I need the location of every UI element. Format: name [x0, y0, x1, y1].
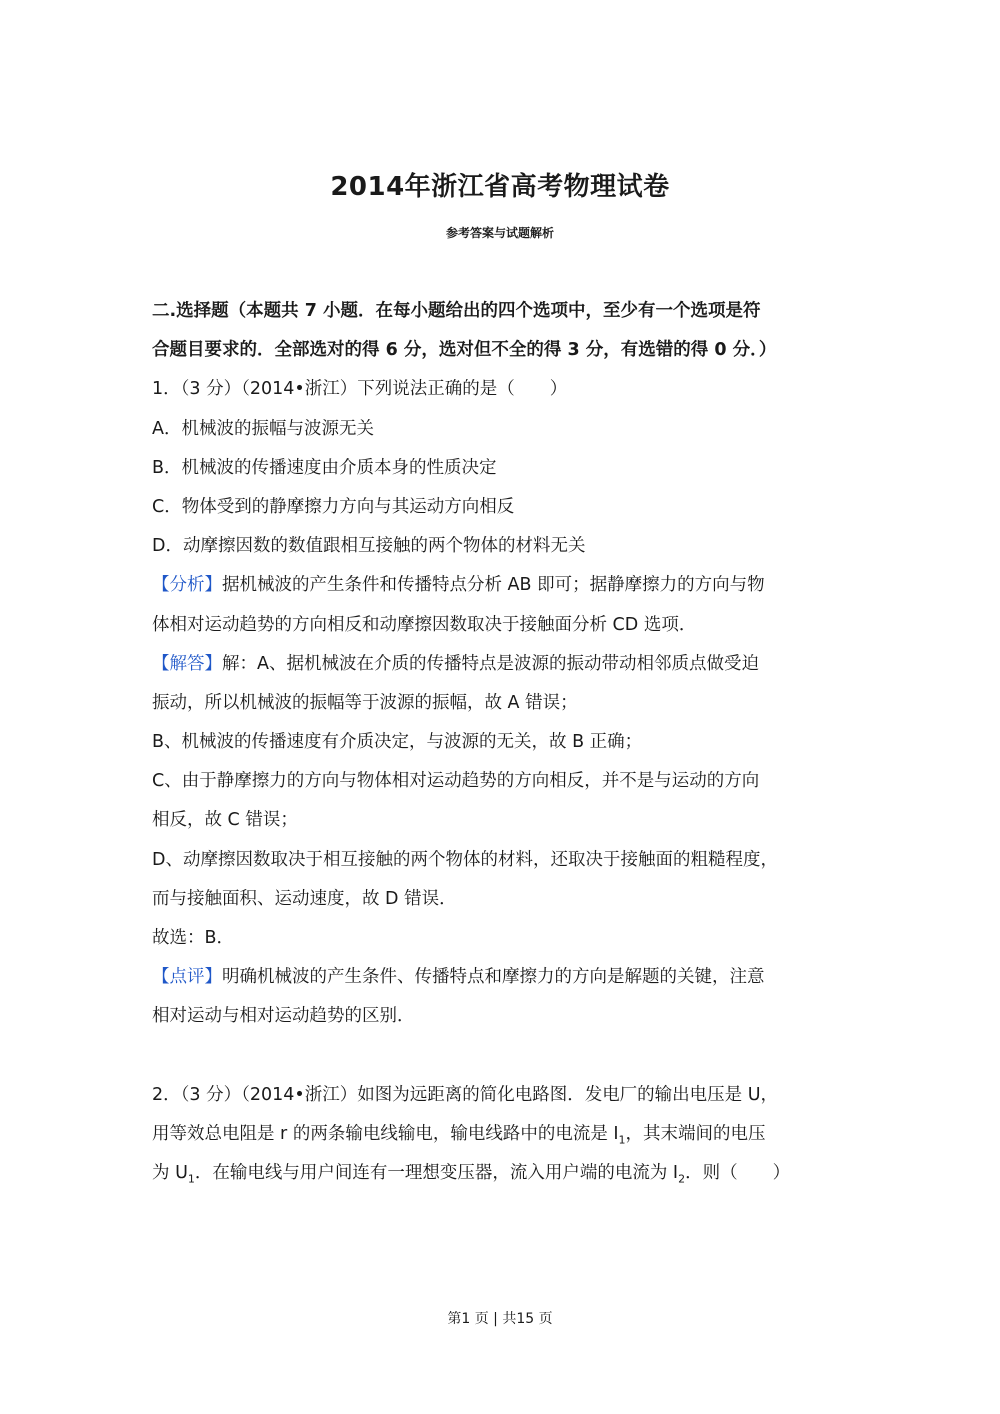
choice-line: 故选：B．	[152, 928, 235, 948]
answer-text-1: 解：A、据机械波在介质的传播特点是波源的振动带动相邻质点做受迫	[222, 653, 759, 674]
q2-line3-subscript-2: 2	[678, 1172, 686, 1186]
question-1-option-b: B．机械波的传播速度由介质本身的性质决定	[152, 457, 497, 478]
answer-line-1	[152, 645, 852, 684]
analysis-tag: 【分析】	[152, 575, 222, 596]
q2-line3-subscript-1: 1	[187, 1172, 195, 1186]
document-body	[152, 292, 852, 1193]
analysis-text-1: 据机械波的产生条件和传播特点分析 AB 即可；据静摩擦力的方向与物	[222, 575, 765, 596]
question-1-option-a: A．机械波的振幅与波源无关	[152, 418, 374, 439]
page-footer: 第1 页 | 共15 页	[447, 1311, 553, 1327]
blank-spacer	[152, 1037, 852, 1076]
question-1-option-c: C．物体受到的静摩擦力方向与其运动方向相反	[152, 496, 515, 517]
question-2-line-3	[152, 1154, 852, 1193]
answer-line-5: 相反，故 C 错误；	[152, 810, 298, 831]
page-subtitle: 参考答案与试题解析	[445, 226, 554, 240]
page-title: 2014年浙江省高考物理试卷	[330, 172, 670, 202]
section-heading-line-2: 合题目要求的．全部选对的得 6 分，选对但不全的得 3 分，有选错的得 0 分．）	[152, 340, 777, 361]
q2-line2-text-b: ，其末端间的电压	[625, 1123, 766, 1144]
comment-line-2: 相对运动与相对运动趋势的区别．	[152, 1006, 415, 1027]
question-1-stem: 1．（3 分）（2014•浙江）下列说法正确的是（ ）	[152, 379, 568, 400]
answer-line-7: 而与接触面积、运动速度，故 D 错误．	[152, 888, 457, 909]
q2-line3-text-a: 为 U	[152, 1163, 188, 1184]
analysis-line-2: 体相对运动趋势的方向相反和动摩擦因数取决于接触面分析 CD 选项．	[152, 614, 697, 635]
answer-line-2: 振动，所以机械波的振幅等于波源的振幅，故 A 错误；	[152, 692, 578, 713]
comment-line-1	[152, 958, 852, 997]
answer-tag: 【解答】	[152, 653, 222, 674]
q2-line2-text-a: 用等效总电阻是 r 的两条输电线输电，输电线路中的电流是 I	[152, 1123, 619, 1144]
q2-line2-subscript: 1	[618, 1133, 626, 1147]
analysis-line-1	[152, 566, 852, 605]
q2-line3-text-c: ．则（ ）	[685, 1163, 791, 1184]
comment-text-1: 明确机械波的产生条件、传播特点和摩擦力的方向是解题的关键，注意	[222, 967, 765, 988]
answer-line-3: B、机械波的传播速度有介质决定，与波源的无关，故 B 正确；	[152, 732, 643, 753]
question-1-option-d: D．动摩擦因数的数值跟相互接触的两个物体的材料无关	[152, 536, 586, 557]
answer-line-4: C、由于静摩擦力的方向与物体相对运动趋势的方向相反，并不是与运动的方向	[152, 771, 760, 792]
question-2-line-1: 2．（3 分）（2014•浙江）如图为远距离的简化电路图．发电厂的输出电压是 U，	[152, 1084, 779, 1105]
question-2-line-2	[152, 1115, 852, 1154]
answer-line-6: D、动摩擦因数取决于相互接触的两个物体的材料，还取决于接触面的粗糙程度，	[152, 849, 778, 870]
section-heading-line-1: 二.选择题（本题共 7 小题．在每小题给出的四个选项中，至少有一个选项是符	[152, 301, 761, 321]
comment-tag: 【点评】	[152, 967, 222, 988]
q2-line3-text-b: ．在输电线与用户间连有一理想变压器，流入用户端的电流为 I	[194, 1163, 679, 1184]
